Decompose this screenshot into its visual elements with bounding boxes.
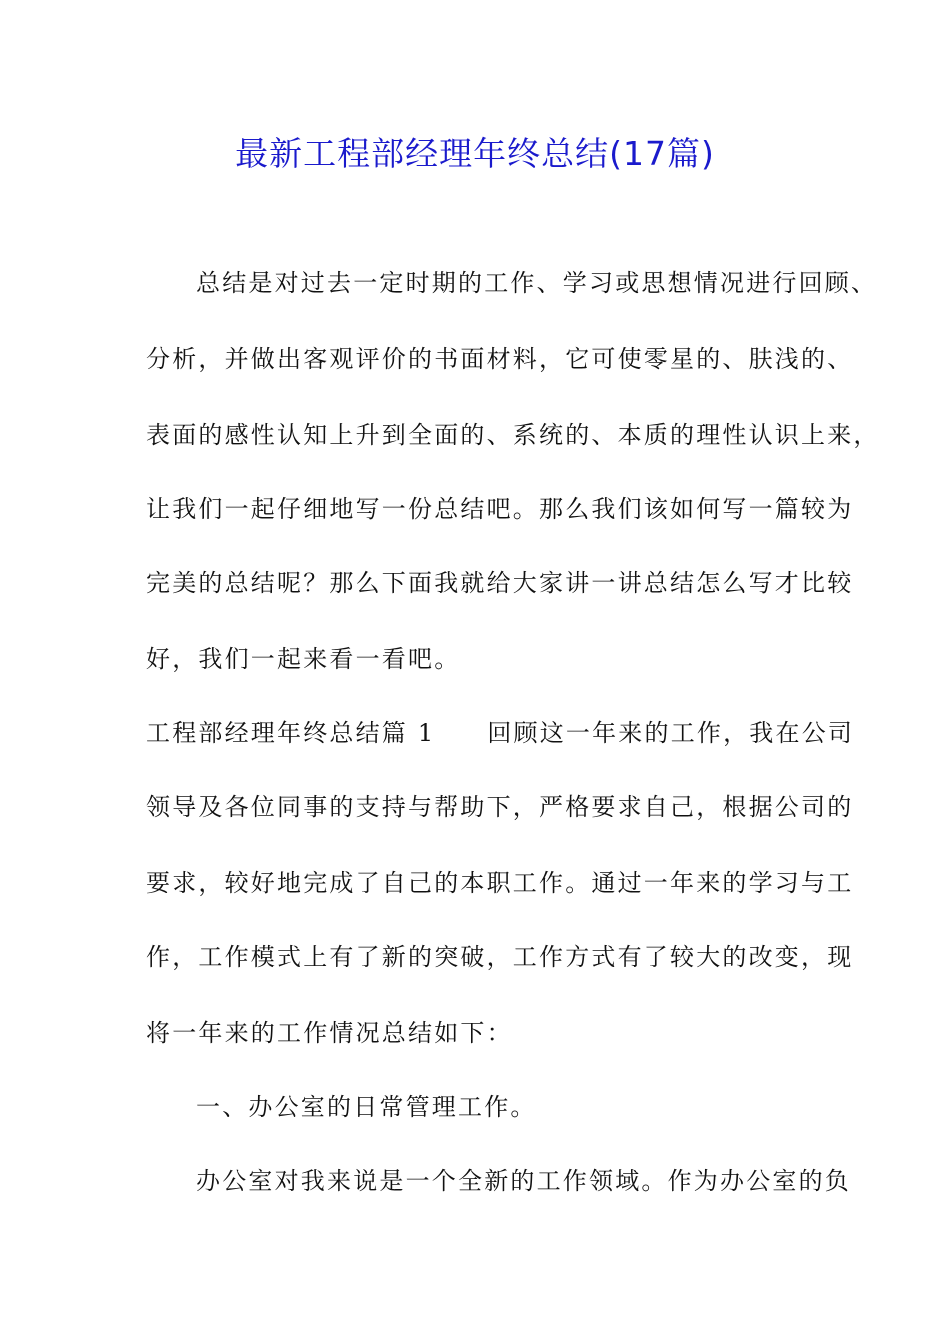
paragraph-line: 将一年来的工作情况总结如下： (146, 1019, 513, 1047)
paragraph-line: 领导及各位同事的支持与帮助下，严格要求自己，根据公司的 (146, 793, 854, 821)
paragraph-line: 总结是对过去一定时期的工作、学习或思想情况进行回顾、 (196, 269, 878, 297)
paragraph-line: 要求，较好地完成了自己的本职工作。通过一年来的学习与工 (146, 869, 854, 897)
paragraph-line: 分析，并做出客观评价的书面材料，它可使零星的、肤浅的、 (146, 345, 854, 373)
section-first-line (146, 718, 854, 748)
paragraph-line: 办公室对我来说是一个全新的工作领域。作为办公室的负 (196, 1167, 851, 1195)
section-heading: 工程部经理年终总结篇 1 (146, 719, 436, 747)
paragraph-line: 好，我们一起来看一看吧。 (146, 645, 461, 673)
paragraph-line: 完美的总结呢？那么下面我就给大家讲一讲总结怎么写才比较 (146, 569, 854, 597)
document-title: 最新工程部经理年终总结(17篇) (235, 134, 715, 173)
paragraph-line: 表面的感性认知上升到全面的、系统的、本质的理性认识上来， (146, 421, 880, 449)
section-text: 回顾这一年来的工作，我在公司 (487, 719, 855, 747)
paragraph-line: 作，工作模式上有了新的突破，工作方式有了较大的改变，现 (146, 943, 854, 971)
paragraph-line: 让我们一起仔细地写一份总结吧。那么我们该如何写一篇较为 (146, 495, 854, 523)
subheading: 一、办公室的日常管理工作。 (196, 1093, 537, 1121)
